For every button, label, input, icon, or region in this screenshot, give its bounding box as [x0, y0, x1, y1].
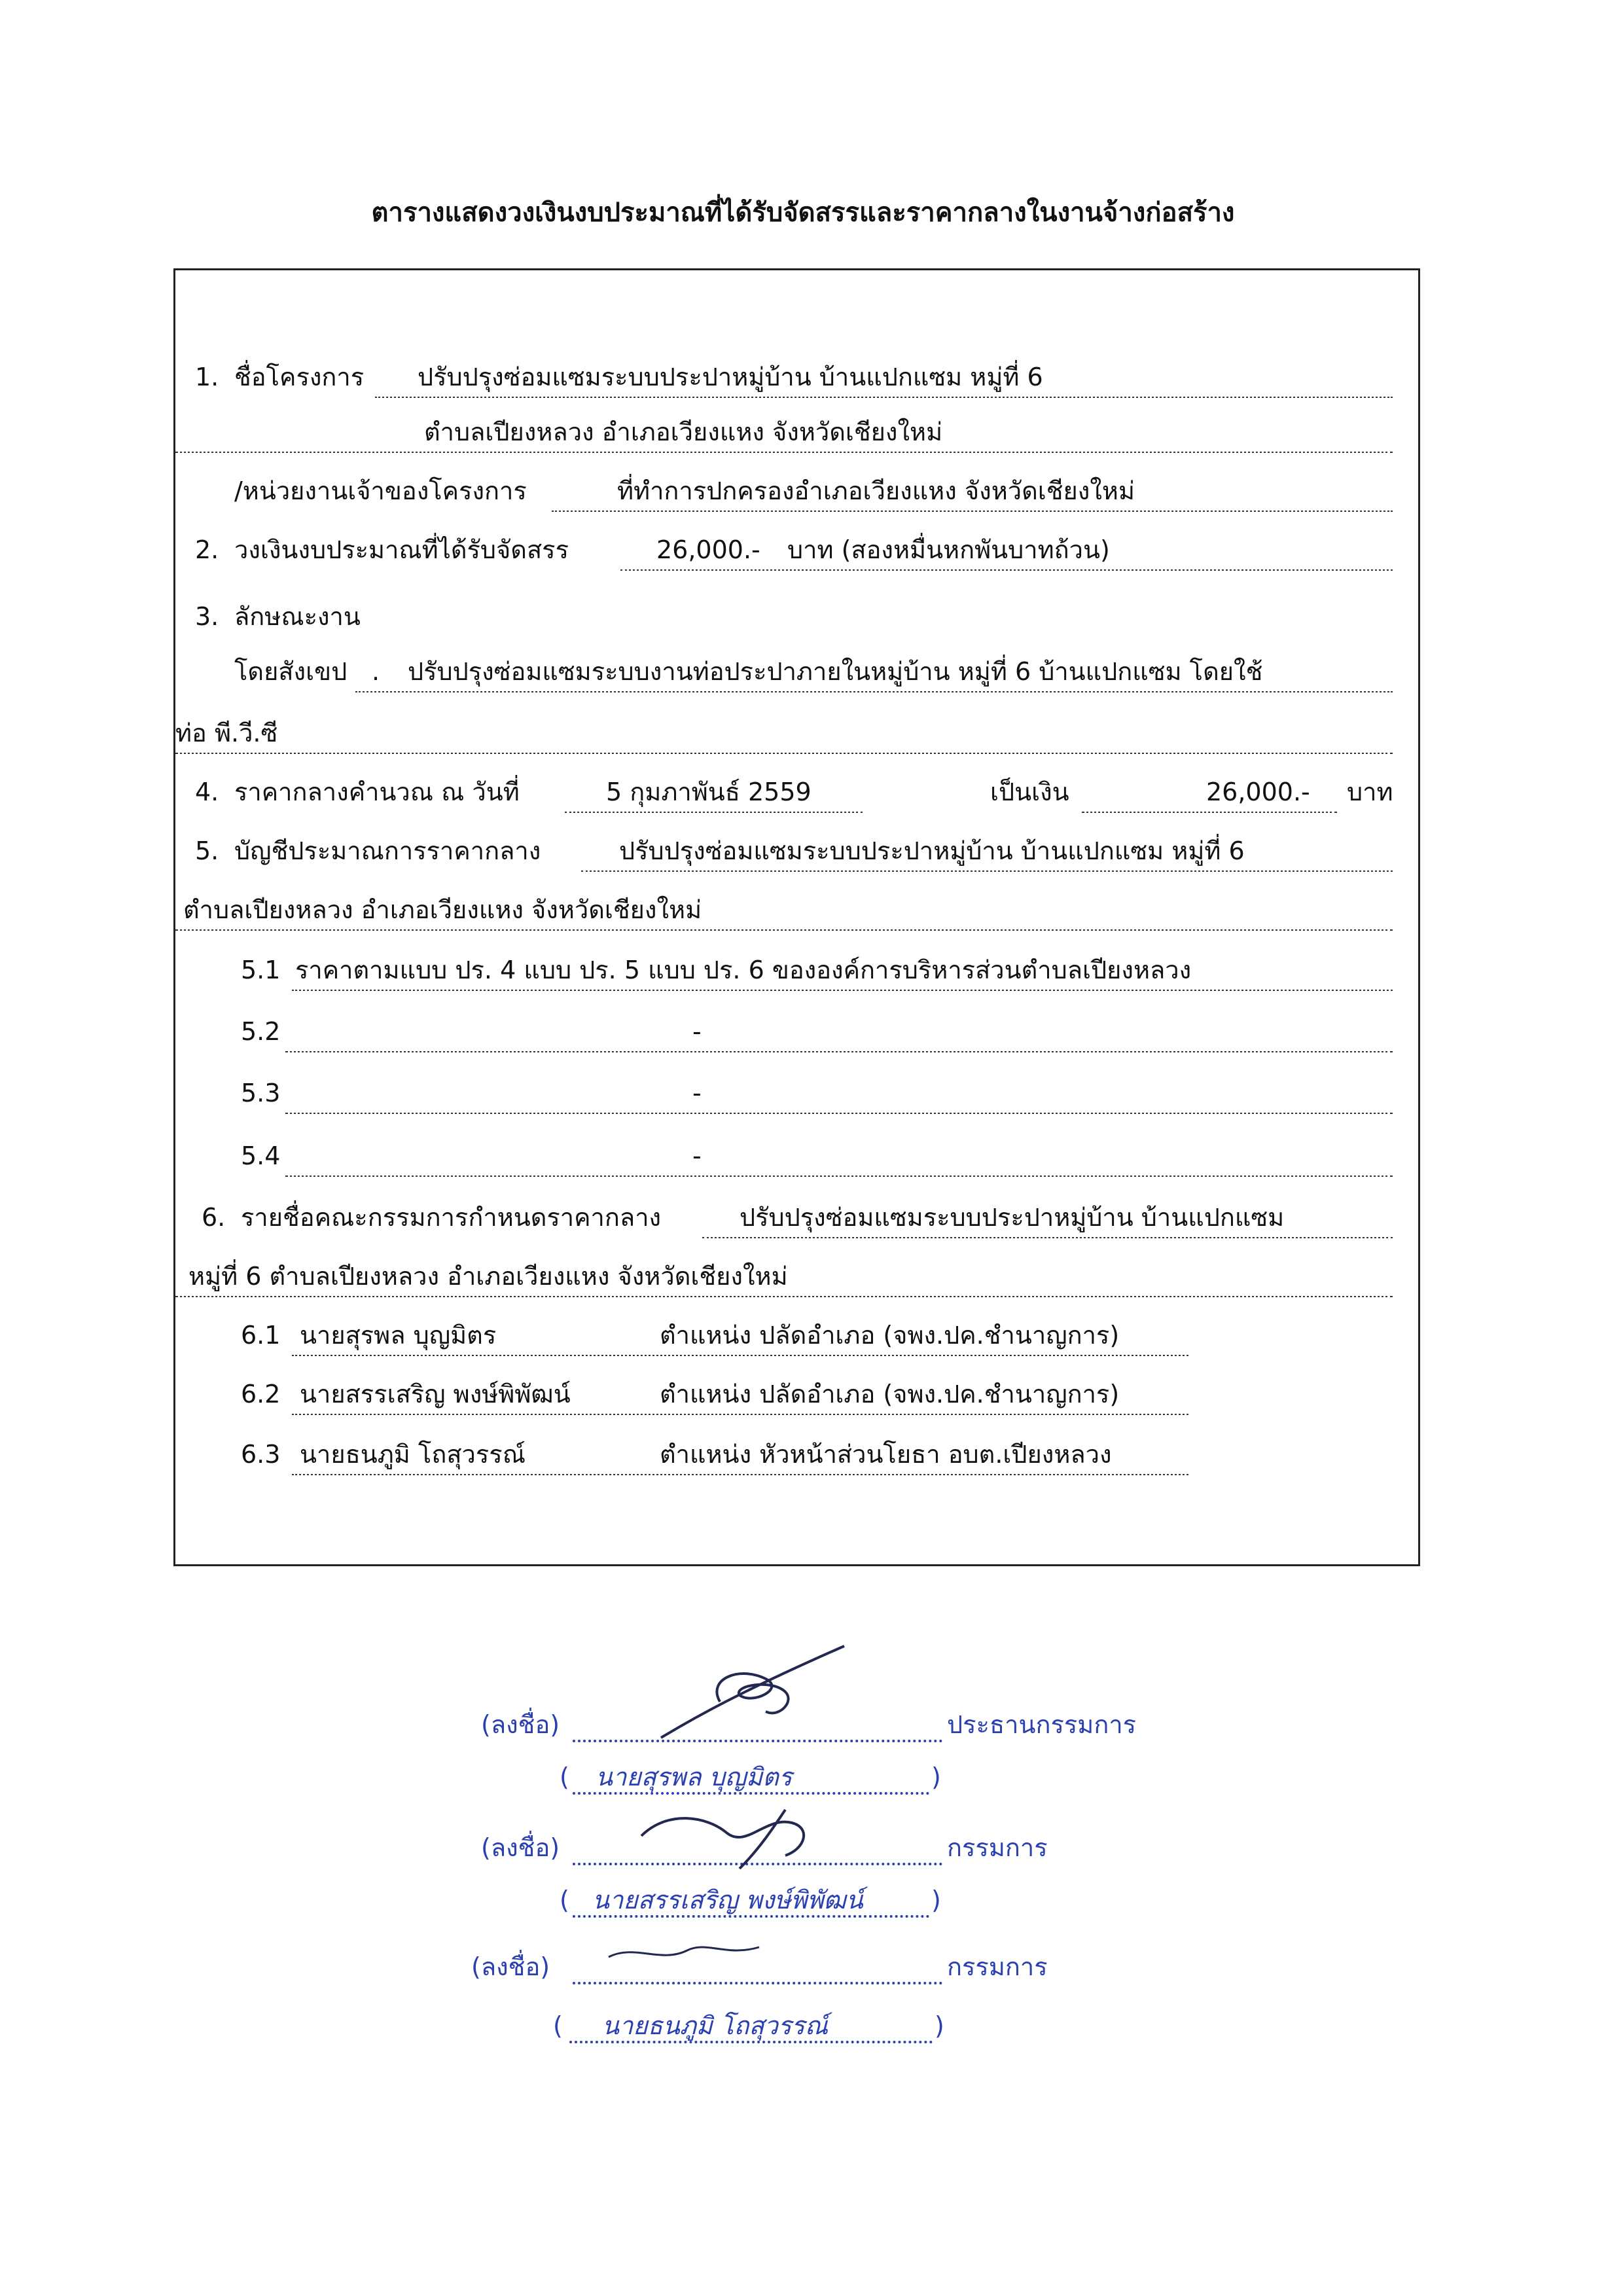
median-price-value: 26,000.-: [1206, 778, 1310, 806]
signature-1-scribble: [648, 1640, 857, 1751]
signature-line-2: [481, 1825, 1201, 1877]
item6-cont-row: [175, 1257, 1399, 1297]
item5-cont-dotted-line: [175, 929, 1393, 931]
signature-1-close-paren: ): [931, 1763, 941, 1791]
member2-number: 6.2: [241, 1380, 281, 1408]
member1-row: [175, 1316, 1399, 1356]
item5-1-value: ราคาตามแบบ ปร. 4 แบบ ปร. 5 แบบ ปร. 6 ขององค์การบริหารส่วนตำบลเปียงหลวง: [295, 956, 1192, 984]
signature-3-close-paren: ): [935, 2011, 944, 2040]
owner-dotted-line: [552, 511, 1393, 512]
member2-dotted-line: [292, 1414, 1188, 1415]
member3-name: นายธนภูมิ โถสุวรรณ์: [300, 1440, 526, 1469]
item2-label: วงเงินงบประมาณที่ได้รับจัดสรร: [234, 535, 569, 564]
price-date-value: 5 กุมภาพันธ์ 2559: [606, 778, 812, 806]
item3-label: ลักษณะงาน: [234, 602, 361, 631]
signature-name-3: [553, 2003, 959, 2055]
item5-2-number: 5.2: [241, 1017, 281, 1046]
item5-4-number: 5.4: [241, 1141, 281, 1170]
item5-dotted-line: [581, 870, 1393, 872]
item3-desc-prefix: โดยสังเขป: [234, 657, 348, 686]
budget-amount-value: 26,000.-: [656, 535, 760, 564]
work-description-cont: ท่อ พี.วี.ซี: [175, 719, 278, 747]
estimate-value: ปรับปรุงซ่อมแซมระบบประปาหมู่บ้าน บ้านแปกแซม หมู่ที่ 6: [619, 836, 1245, 865]
item3-row: [175, 597, 1399, 637]
item5-label: บัญชีประมาณการราคากลาง: [234, 836, 541, 865]
item5-3-dotted-line: [285, 1113, 1393, 1114]
item5-4-dotted-line: [285, 1175, 1393, 1177]
item5-row: [175, 831, 1399, 872]
item3-number: 3.: [195, 602, 219, 631]
item5-1-dotted-line: [292, 990, 1393, 991]
owner-row: [175, 471, 1399, 512]
signature-3-name: นายธนภูมิ โถสุวรรณ์: [602, 2011, 828, 2040]
estimate-location-value: ตำบลเปียงหลวง อำเภอเวียงแหง จังหวัดเชียงใหม่: [183, 895, 702, 924]
item6-row: [175, 1198, 1399, 1238]
signature-1-name: นายสุรพล บุญมิตร: [596, 1763, 793, 1791]
signature-1-role: ประธานกรรมการ: [947, 1710, 1137, 1739]
item1-number: 1.: [195, 363, 219, 391]
member3-row: [175, 1435, 1399, 1475]
member3-position: ตำแหน่ง หัวหน้าส่วนโยธา อบต.เปียงหลวง: [660, 1440, 1112, 1469]
item2-row: [175, 530, 1399, 571]
item5-4-row: [175, 1136, 1399, 1177]
item4-unit: บาท: [1347, 778, 1393, 806]
project-name-value: ปรับปรุงซ่อมแซมระบบประปาหมู่บ้าน บ้านแปกแซม หมู่ที่ 6: [418, 363, 1043, 391]
item4-label: ราคากลางคำนวณ ณ วันที่: [234, 778, 520, 806]
item4-row: [175, 772, 1399, 813]
member2-name: นายสรรเสริญ พงษ์พิพัฒน์: [300, 1380, 571, 1408]
item3-cont-dotted-line: [175, 753, 1393, 754]
item6-cont-dotted-line: [175, 1296, 1393, 1297]
signature-2-prefix: (ลงชื่อ): [481, 1833, 560, 1862]
signature-2-close-paren: ): [931, 1886, 941, 1914]
signature-2-name: นายสรรเสริญ พงษ์พิพัฒน์: [592, 1886, 863, 1914]
item4-date-dotted-line: [565, 812, 863, 813]
signature-2-role: กรรมการ: [947, 1833, 1048, 1862]
item5-2-dotted-line: [285, 1051, 1393, 1052]
item5-1-number: 5.1: [241, 956, 281, 984]
signature-2-scribble: [628, 1797, 838, 1882]
committee-project-value: ปรับปรุงซ่อมแซมระบบประปาหมู่บ้าน บ้านแปกแซม: [740, 1203, 1285, 1232]
item3-cont-row: [175, 713, 1399, 754]
item5-2-row: [175, 1012, 1399, 1052]
item5-cont-row: [175, 890, 1399, 931]
project-location-value: ตำบลเปียงหลวง อำเภอเวียงแหง จังหวัดเชียงใหม่: [424, 418, 943, 446]
budget-amount-words: บาท (สองหมื่นหกพันบาทถ้วน): [787, 535, 1110, 564]
work-description-value: ปรับปรุงซ่อมแซมระบบงานท่อประปาภายในหมู่บ้าน หมู่ที่ 6 บ้านแปกแซม โดยใช้: [408, 657, 1263, 686]
owner-value: ที่ทำการปกครองอำเภอเวียงแหง จังหวัดเชียงใหม่: [617, 476, 1135, 505]
item5-4-value: -: [692, 1141, 702, 1170]
item4-number: 4.: [195, 778, 219, 806]
item3-desc-dotted-line: [355, 691, 1393, 692]
item2-dotted-line: [620, 569, 1393, 571]
signature-3-prefix: (ลงชื่อ): [471, 1952, 550, 1981]
member2-row: [175, 1374, 1399, 1415]
item2-number: 2.: [195, 535, 219, 564]
signature-2-open-paren: (: [560, 1886, 569, 1914]
committee-location-value: หมู่ที่ 6 ตำบลเปียงหลวง อำเภอเวียงแหง จังหวัดเชียงใหม่: [188, 1262, 788, 1291]
item4-amount-label: เป็นเงิน: [990, 778, 1069, 806]
item5-number: 5.: [195, 836, 219, 865]
item3-desc-row: [175, 652, 1399, 692]
signature-3-open-paren: (: [553, 2011, 563, 2040]
document-title: ตารางแสดงวงเงินงบประมาณที่ได้รับจัดสรรและราคากลางในงานจ้างก่อสร้าง: [371, 198, 1235, 228]
signature-1-prefix: (ลงชื่อ): [481, 1710, 560, 1739]
item1-row: [175, 357, 1399, 398]
member3-number: 6.3: [241, 1440, 281, 1469]
item5-3-row: [175, 1073, 1399, 1114]
signature-3-role: กรรมการ: [947, 1952, 1048, 1981]
signature-3-dotted-line: [573, 1982, 942, 1984]
item5-3-value: -: [692, 1079, 702, 1107]
item1-cont-dotted-line: [175, 452, 1393, 453]
item1-dotted-line: [375, 397, 1393, 398]
member1-number: 6.1: [241, 1321, 281, 1350]
item3-desc-mark: .: [372, 657, 380, 686]
member3-dotted-line: [292, 1474, 1188, 1475]
item6-number: 6.: [202, 1203, 226, 1232]
item6-dotted-line: [702, 1237, 1393, 1238]
owner-label: /หน่วยงานเจ้าของโครงการ: [234, 476, 527, 505]
item6-label: รายชื่อคณะกรรมการกำหนดราคากลาง: [241, 1203, 662, 1232]
item1-cont-row: [175, 412, 1399, 453]
signature-line-3: [471, 1944, 1191, 1996]
member2-position: ตำแหน่ง ปลัดอำเภอ (จพง.ปค.ชำนาญการ): [660, 1380, 1120, 1408]
item5-2-value: -: [692, 1017, 702, 1046]
signature-1-open-paren: (: [560, 1763, 569, 1791]
item5-3-number: 5.3: [241, 1079, 281, 1107]
item5-1-row: [175, 950, 1399, 991]
item4-amount-dotted-line: [1082, 812, 1337, 813]
member1-name: นายสุรพล บุญมิตร: [300, 1321, 497, 1350]
member1-position: ตำแหน่ง ปลัดอำเภอ (จพง.ปค.ชำนาญการ): [660, 1321, 1120, 1350]
item1-label: ชื่อโครงการ: [234, 363, 365, 391]
member1-dotted-line: [292, 1355, 1188, 1356]
